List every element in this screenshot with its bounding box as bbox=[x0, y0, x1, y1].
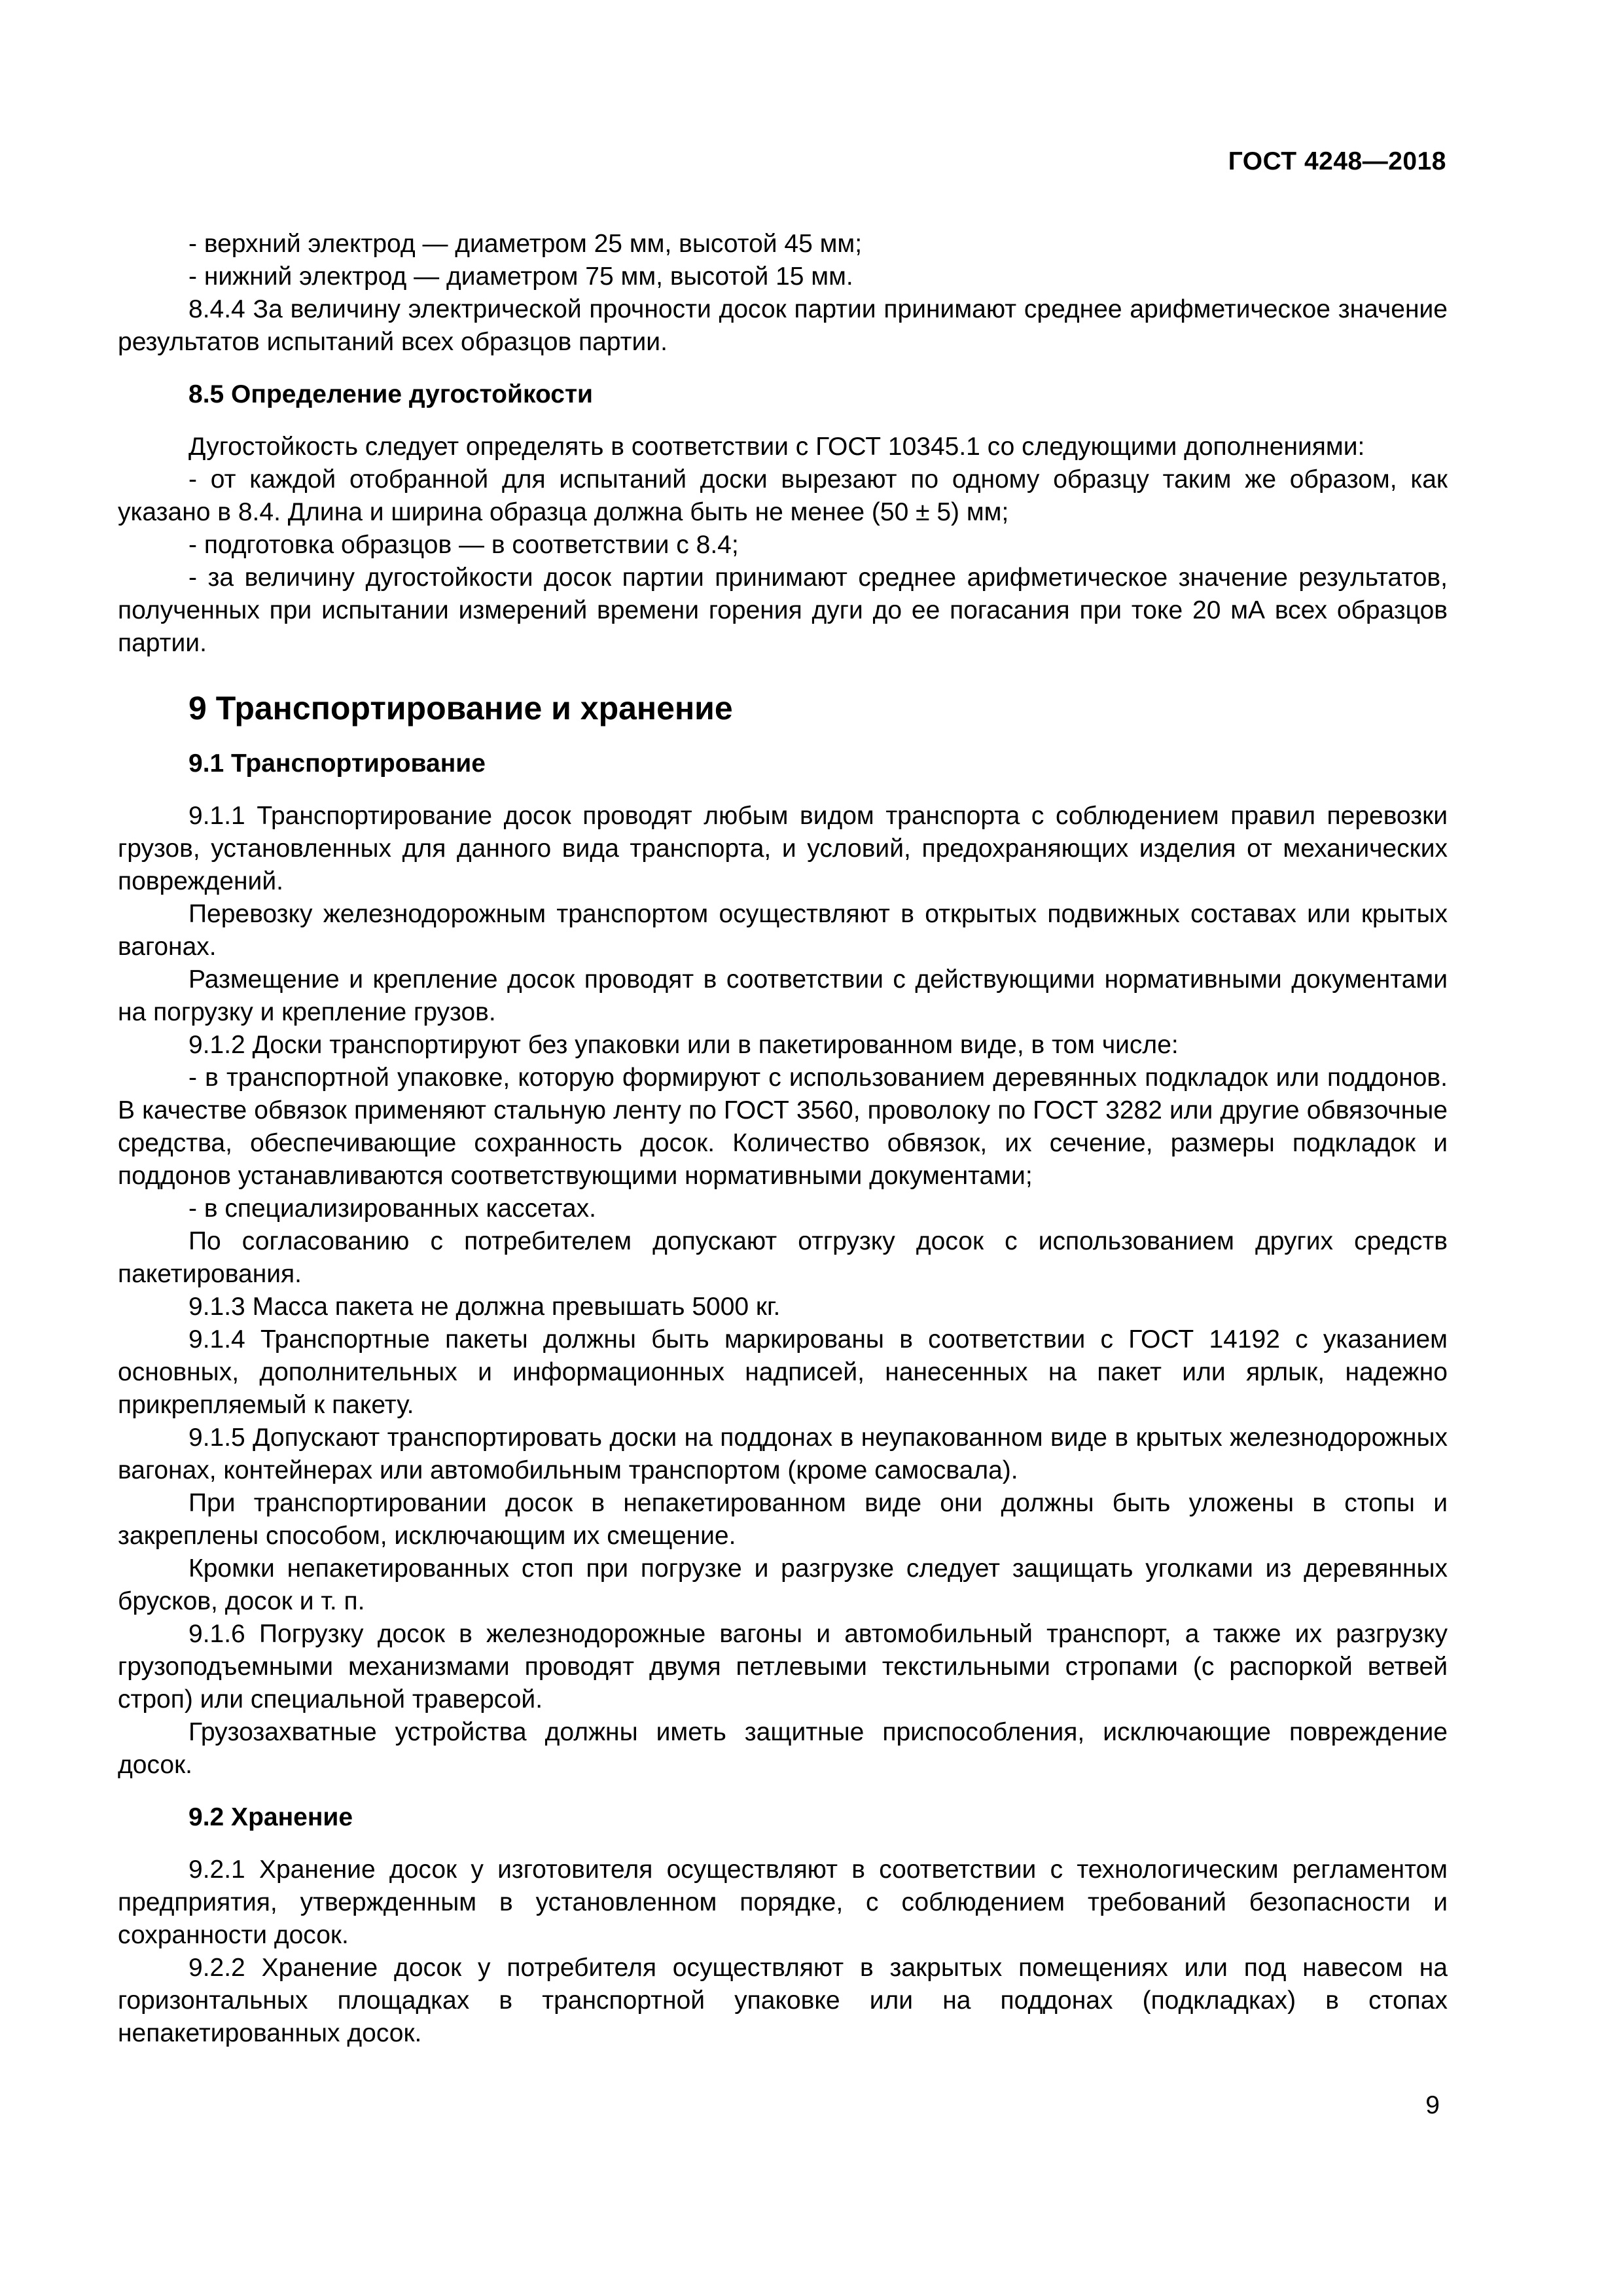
paragraph: - в специализированных кассетах. bbox=[188, 1194, 596, 1223]
paragraph: 9.1.1 Транспортирование досок проводят любым видом транспорта с соблюдением правил перевозки грузов, установленных для данного вида транспорта, и условий, предохраняющих изделия от механических повреждений. bbox=[118, 802, 1448, 895]
section-heading-9-2: 9.2 Хранение bbox=[188, 1803, 353, 1831]
paragraph: Перевозку железнодорожным транспортом осуществляют в открытых подвижных составах или крытых вагонах. bbox=[118, 900, 1448, 961]
paragraph: 9.1.6 Погрузку досок в железнодорожные вагоны и автомобильный транспорт, а также их разгрузку грузоподъемными механизмами проводят двумя петлевыми текстильными стропами (с распоркой ветвей строп) или специальной траверсой. bbox=[118, 1620, 1448, 1713]
document-body bbox=[118, 228, 1448, 2050]
paragraph: 9.1.3 Масса пакета не должна превышать 5000 кг. bbox=[188, 1293, 781, 1321]
standard-code: ГОСТ 4248—2018 bbox=[1228, 147, 1446, 175]
paragraph: - верхний электрод — диаметром 25 мм, высотой 45 мм; bbox=[188, 230, 863, 258]
paragraph: - от каждой отобранной для испытаний доски вырезают по одному образцу таким же образом, как указано в 8.4. Длина и ширина образца должна быть не менее (50 ± 5) мм; bbox=[118, 465, 1448, 526]
paragraph: По согласованию с потребителем допускают отгрузку досок с использованием других средств пакетирования. bbox=[118, 1227, 1448, 1288]
section-heading-9: 9 Транспортирование и хранение bbox=[188, 690, 733, 726]
paragraph: - за величину дугостойкости досок партии принимают среднее арифметическое значение результатов, полученных при испытании измерений времени горения дуги до ее погасания при токе 20 мА всех образцов партии. bbox=[118, 564, 1448, 657]
section-heading-9-1: 9.1 Транспортирование bbox=[188, 749, 486, 778]
paragraph: 9.2.2 Хранение досок у потребителя осуществляют в закрытых помещениях или под навесом на горизонтальных площадках в транспортной упаковке или на поддонах (подкладках) в стопах непакетированных досок. bbox=[118, 1954, 1448, 2047]
paragraph: 9.1.4 Транспортные пакеты должны быть маркированы в соответствии с ГОСТ 14192 с указанием основных, дополнительных и информационных надписей, нанесенных на пакет или ярлык, надежно прикрепляемый к пакету. bbox=[118, 1325, 1448, 1419]
paragraph: 9.1.2 Доски транспортируют без упаковки или в пакетированном виде, в том числе: bbox=[188, 1031, 1179, 1059]
section-heading-8-5: 8.5 Определение дугостойкости bbox=[188, 380, 594, 408]
paragraph: - нижний электрод — диаметром 75 мм, высотой 15 мм. bbox=[188, 262, 853, 291]
paragraph: 9.2.1 Хранение досок у изготовителя осуществляют в соответствии с технологическим регламентом предприятия, утвержденным в установленном порядке, с соблюдением требований безопасности и сохранности досок. bbox=[118, 1856, 1448, 1949]
paragraph: - в транспортной упаковке, которую формируют с использованием деревянных подкладок или поддонов. В качестве обвязок применяют стальную ленту по ГОСТ 3560, проволоку по ГОСТ 3282 или другие обвязочные средства, обеспечивающие сохранность досок. Количество обвязок, их сечение, размеры подкладок и поддонов устанавливаются соответствующими нормативными документами; bbox=[118, 1064, 1448, 1190]
paragraph: При транспортировании досок в непакетированном виде они должны быть уложены в стопы и закреплены способом, исключающим их смещение. bbox=[118, 1489, 1448, 1550]
paragraph: Размещение и крепление досок проводят в соответствии с действующими нормативными документами на погрузку и крепление грузов. bbox=[118, 965, 1448, 1026]
paragraph: 8.4.4 За величину электрической прочности досок партии принимают среднее арифметическое значение результатов испытаний всех образцов партии. bbox=[118, 295, 1448, 356]
page-number: 9 bbox=[1425, 2091, 1440, 2119]
paragraph: Грузозахватные устройства должны иметь защитные приспособления, исключающие повреждение досок. bbox=[118, 1718, 1448, 1779]
paragraph: Кромки непакетированных стоп при погрузке и разгрузке следует защищать уголками из деревянных брусков, досок и т. п. bbox=[118, 1554, 1448, 1615]
paragraph: Дугостойкость следует определять в соответствии с ГОСТ 10345.1 со следующими дополнениями: bbox=[188, 433, 1365, 461]
paragraph: - подготовка образцов — в соответствии с 8.4; bbox=[188, 531, 739, 559]
paragraph: 9.1.5 Допускают транспортировать доски на поддонах в неупакованном виде в крытых железнодорожных вагонах, контейнерах или автомобильным транспортом (кроме самосвала). bbox=[118, 1424, 1448, 1484]
